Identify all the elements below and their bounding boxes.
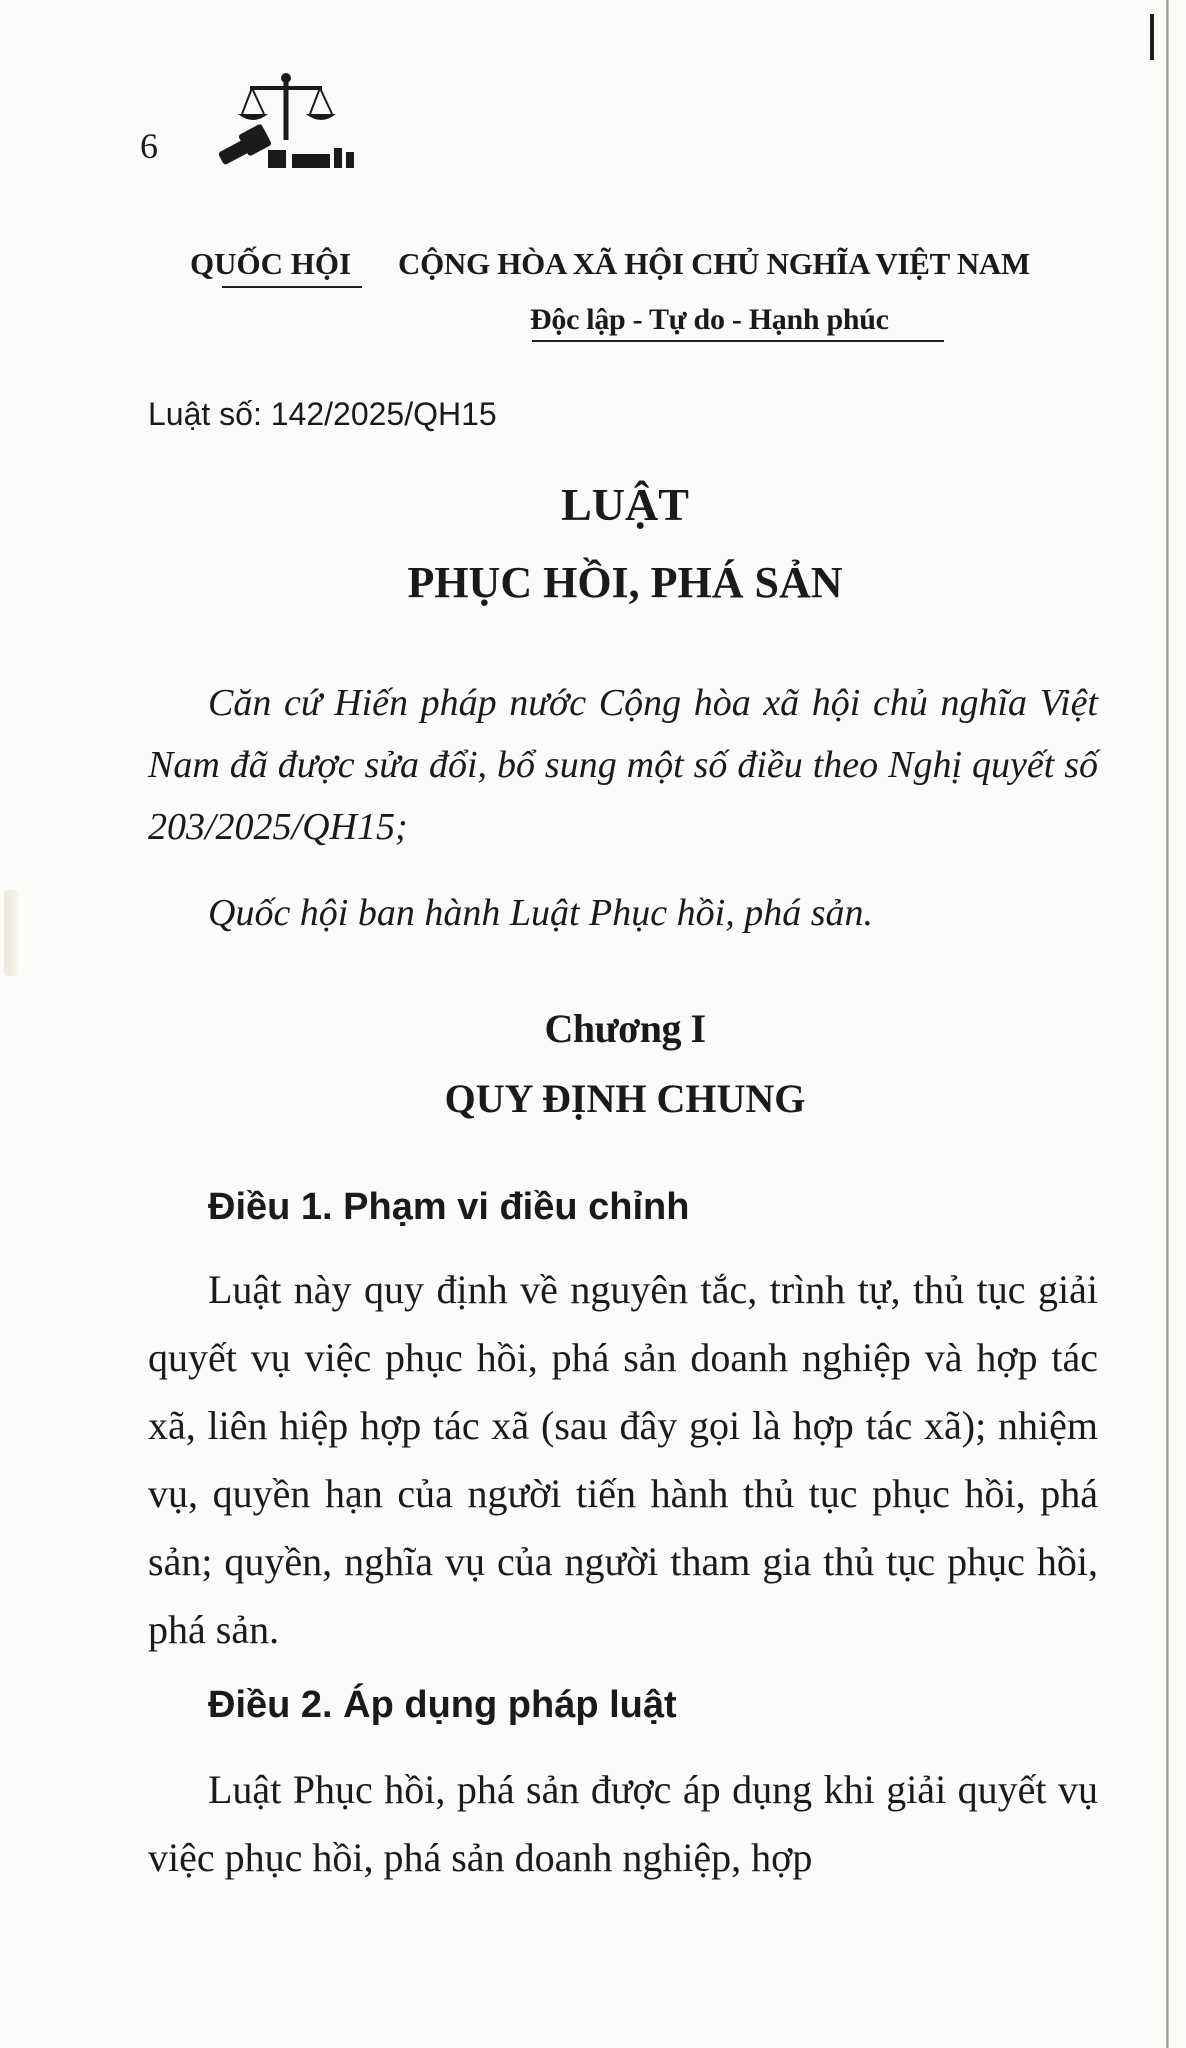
chapter-title: QUY ĐỊNH CHUNG <box>444 1076 806 1121</box>
law-subtitle: PHỤC HỒI, PHÁ SẢN <box>407 558 843 607</box>
promulgation-statement: Quốc hội ban hành Luật Phục hồi, phá sản. <box>208 892 873 934</box>
scales-of-justice-icon <box>208 70 364 174</box>
scan-margin-mark <box>4 890 18 976</box>
country-name: CỘNG HÒA XÃ HỘI CHỦ NGHĨA VIỆT NAM <box>398 246 1030 281</box>
law-number: Luật số: 142/2025/QH15 <box>148 396 497 432</box>
article-1-title: Điều 1. Phạm vi điều chỉnh <box>208 1186 690 1228</box>
issuer-name: QUỐC HỘI <box>190 246 352 281</box>
chapter-number: Chương I <box>544 1006 706 1051</box>
issuer-underline <box>222 286 362 288</box>
preamble: Căn cứ Hiến pháp nước Cộng hòa xã hội chủ nghĩa Việt Nam đã được sửa đổi, bổ sung một số điều theo Nghị quyết số 203/2025/QH15; <box>148 682 1098 848</box>
national-motto: Độc lập - Tự do - Hạnh phúc <box>530 303 889 336</box>
page-edge-mark <box>1150 14 1154 60</box>
article-2-title: Điều 2. Áp dụng pháp luật <box>208 1684 677 1726</box>
law-title: LUẬT <box>561 479 689 530</box>
article-1-text: Luật này quy định về nguyên tắc, trình tự, thủ tục giải quyết vụ việc phục hồi, phá sản doanh nghiệp và hợp tác xã, liên hiệp hợp tác xã (sau đây gọi là hợp tác xã); nhiệm vụ, quyền hạn của người tiến hành thủ tục phục hồi, phá sản; quyền, nghĩa vụ của người tham gia thủ tục phục hồi, phá sản. <box>148 1267 1098 1652</box>
page-edge-line <box>1166 0 1169 2048</box>
page-number: 6 <box>140 126 158 166</box>
motto-underline <box>532 340 944 342</box>
article-2-text: Luật Phục hồi, phá sản được áp dụng khi giải quyết vụ việc phục hồi, phá sản doanh nghiệp, hợp <box>148 1767 1098 1880</box>
